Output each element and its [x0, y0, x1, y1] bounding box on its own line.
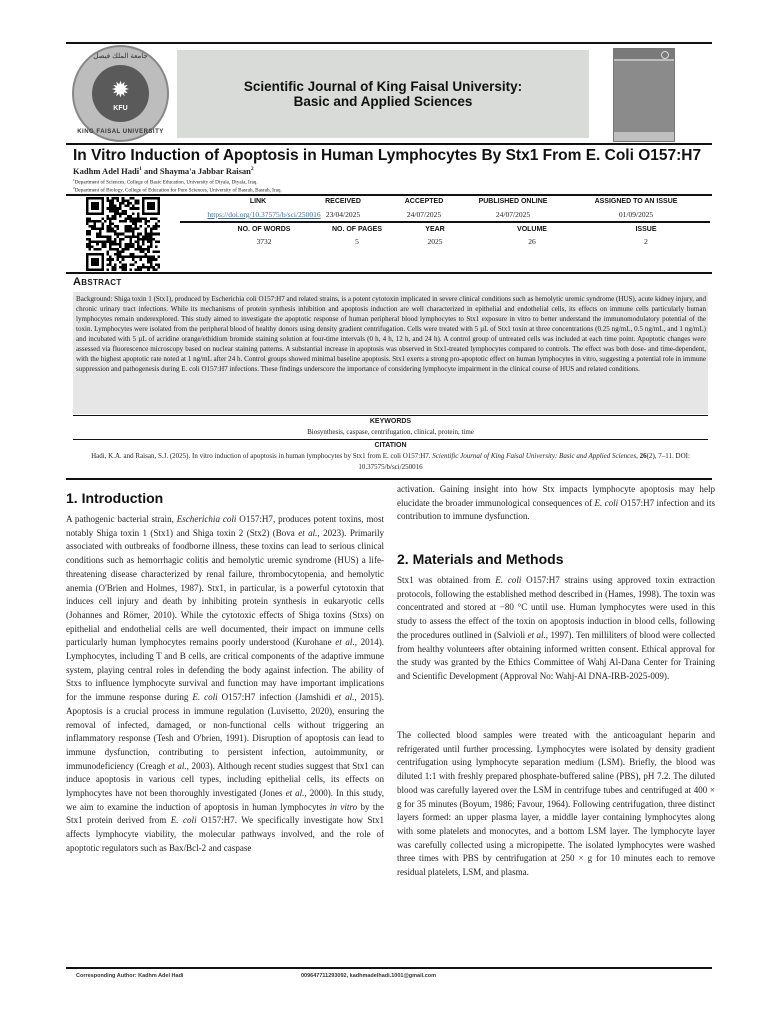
italic-term: et al. [527, 629, 546, 640]
affiliation-sup: 2 [73, 186, 75, 190]
abstract-bottom-rule [73, 415, 708, 416]
logo-inner [92, 65, 149, 122]
volume-value: 26 [528, 237, 536, 246]
received-date: 23/04/2025 [325, 210, 361, 219]
citation-bottom-rule [66, 478, 712, 480]
italic-term: et al. [298, 527, 318, 538]
italic-term: E. coli [495, 575, 522, 585]
abstract-text: Background: Shiga toxin 1 (Stx1), produced by Escherichia coli O157:H7 and related strains, is a potent cytotoxin implicated in severe clinical conditions such as hemolytic uremic syndrome (HUS), acute kidney injury, and chronic urinary tract infections. While its mechanisms of protein synthesis inhibition and apoptosis induction are well characterized in epithelial and endothelial cells, its effects on immune cells particularly human lymphocytes remain underexplored. This study aimed to investigate the apoptotic response of human peripheral blood lymphocytes to Stx1 exposure in vitro to better understand the immunomodulatory potential of the toxin. Lymphocytes were isolated from the peripheral blood of healthy donors using density gradient centrifugation. Cells were treated with 5 µL of Stx1 toxin at three concentrations (0.25 ng/mL, 0.5 ng/mL, and 1 ng/mL) and incubated with 5 µL of acridine orange/ethidium bromide staining solution at four-time intervals (0 h, 4 h, 12 h, and 24 h). A control group of untreated cells was included at each time point. Apoptotic changes were assessed via fluorescence microscopy based on nuclear staining patterns. A substantial increase in apoptosis was observed in Stx1-treated lymphocytes compared to controls. The effect was both dose- and time-dependent, with the highest apoptotic rate noted at 1 ng/mL after 24 h. Control groups showed minimal baseline apoptosis. Stx1 exerts a strong pro-apoptotic effect on human lymphocytes in vitro, suggesting a potential role in immune suppression and pathogenesis during E. coli O157:H7 infections. These findings underscore the importance of considering lymphocyte impairment in the clinical course of HUS and related conditions. [76, 295, 706, 373]
keywords-heading: KEYWORDS [369, 418, 412, 425]
title-bottom-rule [66, 194, 712, 196]
journal-title-line2: Basic and Applied Sciences [293, 94, 473, 109]
keywords-bottom-rule [73, 439, 708, 440]
italic-term: et al. [334, 692, 355, 703]
meta-header-accepted: ACCEPTED [404, 198, 444, 205]
intro-paragraph: A pathogenic bacterial strain, Escherichia coli O157:H7, produces potent toxins, most notably Shiga toxin 1 (Stx1) and Shiga toxin 2 (Stx2) (Bova et al., 2023). Primarily associated with outbreaks of foodborne illness, these toxins can lead to serious clinical conditions such as hemorrhagic colitis and hemolytic uremic syndrome (HUS) a life-threatening disease characterized by renal failure, thrombocytopenia, and hemolytic anemia (O'Brien and Holmes, 1987). Stx1, in particular, is a powerful cytotoxin that induces cell injury and death by inhibiting protein synthesis in eukaryotic cells (Johannes and Römer, 2010). While the cytotoxic effects of Shiga toxins (Stxs) on epithelial and endothelial cells are well documented, their impact on immune cells particularly human lymphocytes remains poorly understood (Kurohane et al., 2014). Lymphocytes, including T and B cells, are critical components of the adaptive immune system, playing central roles in defending the body against infection. The ability of Stxs to influence lymphocyte survival and function may have important implications for the immune response during E. coli O157:H7 infection (Jamshidi et al., 2015). Apoptosis is a crucial process in immune regulation (Luvisetto, 2020), ensuring the removal of infected, damaged, or non-functional cells without triggering an inflammatory response (Tesh and O'brien, 1991). Disruption of apoptosis can lead to immune dysfunction, contributing to persistent infection, autoimmunity, or immunodeficiency (Creagh et al., 2003). Although recent studies suggest that Stx1 can induce apoptosis in various cell types, including epithelial cells, its effects on lymphocytes have not been thoroughly investigated (Jones et al., 2000). In this study, we aim to examine the induction of apoptosis in human lymphocytes in vitro by the Stx1 protein derived from E. coli O157:H7. We specifically investigate how Stx1 affects lymphocyte viability, the molecular pathways involved, and the role of apoptotic regulators such as Bax/Bcl-2 and caspase [66, 514, 385, 853]
section-heading-methods: 2. Materials and Methods [397, 551, 564, 567]
citation-heading: CITATION [374, 442, 407, 449]
author-1-sup: 1 [139, 166, 142, 173]
affiliation-text: Department of Biology, College of Education for Pure Sciences, University of Basrah, Basrah, Iraq. [74, 187, 282, 194]
citation-journal: Scientific Journal of King Faisal University: Basic and Applied Sciences [432, 452, 637, 460]
affiliation-sup: 1 [73, 178, 75, 182]
author-2-sup: 2 [250, 166, 254, 173]
italic-term: et al. [168, 760, 187, 771]
published-date: 24/07/2025 [495, 210, 531, 219]
citation-volume: 26 [639, 452, 647, 460]
author-2: and Shayma'a Jabbar Raisan [141, 166, 251, 176]
citation-plain: Hadi, K.A. and Raisan, S.J. (2025). In vitro induction of apoptosis in human lymphocytes by Stx1 from E. coli O157:H7. [91, 452, 433, 460]
meta-header-received: RECEIVED [325, 198, 361, 205]
cover-bottom-band [614, 132, 674, 141]
italic-term: Escherichia coli [176, 514, 237, 524]
logo-abbr: KFU [113, 105, 128, 112]
italic-term: et al. [285, 788, 305, 799]
journal-banner [177, 50, 589, 138]
keywords-text: Biosynthesis, caspase, centrifugation, clinical, protein, time [307, 428, 474, 436]
university-seal-icon [72, 45, 169, 142]
italic-term: E. coli [170, 815, 197, 826]
logo-arabic-text: جامعة الملك فيصل [93, 53, 148, 60]
meta-header-published: PUBLISHED ONLINE [478, 198, 548, 205]
italic-term: et al. [335, 637, 355, 648]
affiliation-2 [73, 186, 282, 194]
article-title: In Vitro Induction of Apoptosis in Human Lymphocytes By Stx1 From E. Coli O157:H7 [73, 147, 702, 164]
affiliation-text: Department of Sciences, College of Basic Education, University of Diyala, Diyala, Iraq. [74, 179, 258, 186]
citation-rest: (2), 7–11. DOI: 10.37575/b/sci/250016 [358, 452, 690, 471]
cover-stripe [614, 59, 674, 61]
author-1: Kadhm Adel Hadi [73, 166, 140, 176]
meta-bottom-rule [66, 272, 712, 274]
qr-code-icon[interactable] [86, 197, 160, 271]
journal-title-line1: Scientific Journal of King Faisal University: [243, 79, 523, 94]
meta-header-issue-assigned: ASSIGNED TO AN ISSUE [594, 198, 678, 205]
top-rule [66, 42, 712, 44]
intro-paragraph-continued: activation. Gaining insight into how Stx impacts lymphocyte apoptosis may help elucidate the broader immunological consequences of E. coli O157:H7 infection and its contribution to immune dysfunction. [397, 484, 715, 522]
corresponding-author: Corresponding Author: Kadhm Adel Hadi [76, 973, 184, 979]
meta-header-volume: VOLUME [517, 226, 547, 233]
star-icon: ✹ [111, 77, 130, 102]
citation-text [88, 451, 693, 473]
methods-paragraph-1: Stx1 was obtained from E. coli O157:H7 strains using approved toxin extraction protocols, following the established method described in (Hames, 1998). The toxin was concentrated and stored at −80 °C until use. Human lymphocytes were used in this study to assess the effect of the toxin on apoptosis induction in blood cells, following the procedures outlined in (Salvioli et al., 1997). Ten milliliters of blood were collected from healthy volunteers after obtaining informed written consent. Ethical approval for the study was granted by the Ethics Committee of Wahj Al-Dana Center for Training and Scientific Development (Approval No: Wahj-Al DNA-IRB-2025-009). [397, 575, 715, 681]
footer-rule [66, 967, 712, 969]
meta-header-issue: ISSUE [635, 226, 657, 233]
qr-code-graphic [86, 197, 160, 271]
meta-header-link: LINK [249, 198, 267, 205]
header-bottom-rule [66, 143, 712, 145]
citation-comma: , [636, 452, 640, 460]
methods-paragraph-2: The collected blood samples were treated with the anticoagulant heparin and refrigerated until further processing. Lymphocytes were isolated by density gradient centrifugation using lymphocyte separation medium (LSM). Briefly, the blood was diluted 1:1 with freshly prepared phosphate-buffered saline (PBS), pH 7.2. The diluted blood was carefully layered over the LSM in centrifuge tubes and centrifuged at 400 × g for 35 minutes (Boyum, 1986; Favour, 1964). Following centrifugation, three distinct layers formed: an upper plasma layer, a middle layer containing lymphocytes along with some platelets and monocytes, and a bottom LSM layer. The lymphocyte layer was carefully collected using a micropipette. The isolated lymphocytes were washed three times with PBS by centrifugation at 250 × g for 10 minutes each to remove residual platelets, LSM, and plasma. [397, 730, 715, 878]
meta-mid-rule [180, 221, 710, 223]
word-count: 3732 [256, 237, 272, 246]
italic-term: E. coli [594, 497, 619, 508]
meta-header-pages: NO. OF PAGES [331, 226, 383, 233]
journal-cover-thumbnail-icon [613, 48, 675, 142]
italic-term: in vitro [329, 801, 358, 812]
affiliation-1 [73, 178, 258, 186]
meta-header-year: YEAR [425, 226, 445, 233]
issue-assigned-date: 01/09/2025 [618, 210, 654, 219]
cover-badge [661, 51, 669, 59]
meta-header-words: NO. OF WORDS [237, 226, 291, 233]
page-count: 5 [355, 237, 359, 246]
accepted-date: 24/07/2025 [406, 210, 442, 219]
author-contact[interactable]: 009647711293092, kadhmadelhadi.1001@gmail.com [301, 973, 437, 979]
issue-value: 2 [644, 237, 648, 246]
abstract-heading: Abstract [73, 276, 122, 288]
doi-link[interactable]: https://doi.org/10.37575/b/sci/250016 [207, 210, 321, 219]
logo-ring-text: KING FAISAL UNIVERSITY [77, 129, 164, 135]
year-value: 2025 [427, 237, 443, 246]
authors [73, 166, 254, 176]
section-heading-introduction: 1. Introduction [66, 490, 164, 506]
italic-term: E. coli [192, 692, 218, 703]
